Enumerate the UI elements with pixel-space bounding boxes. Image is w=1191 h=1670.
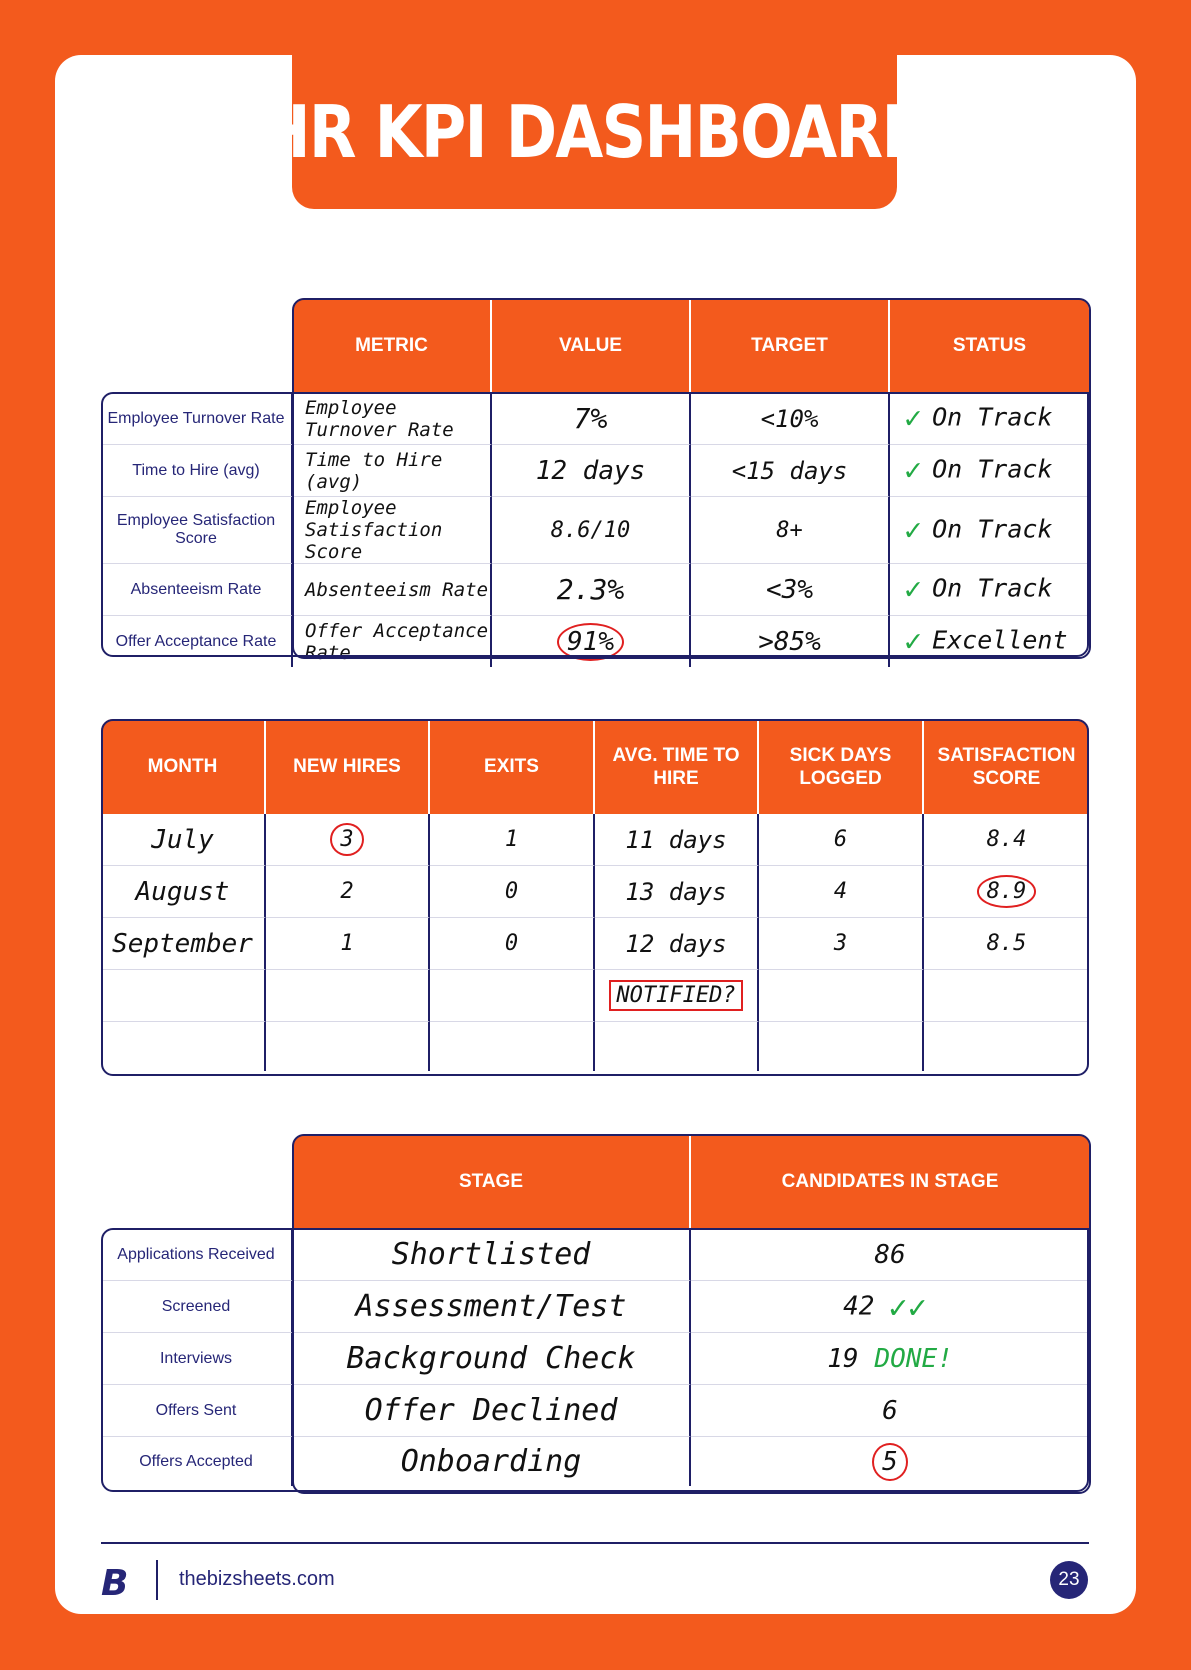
tth-cell: 13 days	[595, 866, 759, 918]
page-title: HR KPI DASHBOARD	[258, 90, 931, 174]
table-row	[101, 1437, 1089, 1486]
row-label: Employee Turnover Rate	[101, 393, 293, 445]
table-row	[101, 918, 1089, 970]
value-cell: 8.6/10	[492, 497, 691, 564]
row-label: Screened	[101, 1281, 293, 1333]
stage-cell: Background Check	[293, 1333, 691, 1385]
pipeline-table	[101, 1134, 1089, 1486]
value-cell: 12 days	[492, 445, 691, 497]
status-text: On Track	[932, 573, 1053, 603]
status-cell	[890, 616, 1089, 667]
note-cell	[595, 970, 759, 1022]
empty-cell	[430, 970, 595, 1022]
monthly-header-exits: EXITS	[430, 719, 595, 814]
kpi-header-value: VALUE	[492, 298, 691, 393]
pipeline-header-stage: STAGE	[293, 1134, 691, 1229]
row-label: Offers Accepted	[101, 1437, 293, 1486]
pipeline-empty-header	[101, 1134, 293, 1229]
footer-divider	[101, 1542, 1089, 1544]
empty-cell	[759, 1022, 924, 1071]
stage-cell: Assessment/Test	[293, 1281, 691, 1333]
bizsheets-logo[interactable]: B	[101, 1563, 129, 1604]
month-cell: September	[101, 918, 266, 970]
empty-cell	[924, 1022, 1089, 1071]
metric-cell: Employee Turnover Rate	[293, 393, 492, 445]
status-cell	[890, 445, 1089, 497]
sat-cell: 8.5	[924, 918, 1089, 970]
count-cell	[691, 1437, 1089, 1486]
status-text: On Track	[932, 514, 1053, 543]
metric-cell: Offer Acceptance Rate	[293, 616, 492, 667]
count-cell	[691, 1281, 1089, 1333]
kpi-header-target: TARGET	[691, 298, 890, 393]
circled-value: 3	[330, 823, 363, 856]
row-label: Applications Received	[101, 1229, 293, 1281]
empty-cell	[266, 970, 430, 1022]
check-icon: ✓	[904, 401, 923, 436]
target-cell: >85%	[691, 616, 890, 667]
empty-cell	[430, 1022, 595, 1071]
row-label: Offer Acceptance Rate	[101, 616, 293, 667]
value-cell: 7%	[492, 393, 691, 445]
monthly-header-hires: NEW HIRES	[266, 719, 430, 814]
sick-cell: 4	[759, 866, 924, 918]
row-label: Interviews	[101, 1333, 293, 1385]
count-value: 42	[843, 1291, 875, 1321]
row-label: Time to Hire (avg)	[101, 445, 293, 497]
empty-cell	[101, 970, 266, 1022]
empty-cell	[595, 1022, 759, 1071]
table-row	[101, 1385, 1089, 1437]
empty-cell	[759, 970, 924, 1022]
status-text: On Track	[932, 402, 1053, 432]
count-value: 19	[827, 1343, 859, 1374]
table-row	[101, 445, 1089, 497]
title-banner	[258, 55, 931, 209]
table-row	[101, 1333, 1089, 1385]
count-cell: 86	[691, 1229, 1089, 1281]
table-row	[101, 1281, 1089, 1333]
empty-cell	[101, 1022, 266, 1071]
table-row	[101, 616, 1089, 667]
footer-separator	[156, 1560, 158, 1600]
kpi-table	[101, 298, 1089, 667]
double-check-icon: ✓✓	[888, 1287, 927, 1326]
check-icon: ✓	[904, 512, 923, 548]
circled-value: 5	[872, 1443, 908, 1481]
target-cell: <15 days	[691, 445, 890, 497]
table-row	[101, 866, 1089, 918]
sat-cell: 8.4	[924, 814, 1089, 866]
table-row	[101, 970, 1089, 1022]
empty-cell	[924, 970, 1089, 1022]
month-cell: August	[101, 866, 266, 918]
hires-cell: 1	[266, 918, 430, 970]
target-cell: <3%	[691, 564, 890, 616]
boxed-note: NOTIFIED?	[609, 980, 742, 1011]
status-cell	[890, 497, 1089, 564]
status-text: Excellent	[932, 625, 1068, 655]
circled-value: 91%	[557, 623, 624, 661]
stage-cell: Onboarding	[293, 1437, 691, 1486]
target-cell: <10%	[691, 393, 890, 445]
metric-cell: Absenteeism Rate	[293, 564, 492, 616]
check-icon: ✓	[904, 572, 923, 607]
target-cell: 8+	[691, 497, 890, 564]
monthly-header-sat: SATISFACTION SCORE	[924, 719, 1089, 814]
monthly-header-tth: AVG. TIME TO HIRE	[595, 719, 759, 814]
table-row	[101, 497, 1089, 564]
table-row	[101, 814, 1089, 866]
kpi-empty-header	[101, 298, 293, 393]
table-row	[101, 393, 1089, 445]
hires-cell: 2	[266, 866, 430, 918]
exits-cell: 1	[430, 814, 595, 866]
check-icon: ✓	[904, 624, 923, 659]
count-cell	[691, 1333, 1089, 1385]
sat-cell	[924, 866, 1089, 918]
count-cell: 6	[691, 1385, 1089, 1437]
metric-cell: Time to Hire (avg)	[293, 445, 492, 497]
tth-cell: 11 days	[595, 814, 759, 866]
sick-cell: 3	[759, 918, 924, 970]
pipeline-header-count: CANDIDATES IN STAGE	[691, 1134, 1089, 1229]
row-label: Absenteeism Rate	[101, 564, 293, 616]
stage-cell: Shortlisted	[293, 1229, 691, 1281]
row-label: Employee Satisfaction Score	[101, 497, 293, 564]
stage-cell: Offer Declined	[293, 1385, 691, 1437]
monthly-header-sick: SICK DAYS LOGGED	[759, 719, 924, 814]
table-row	[101, 1022, 1089, 1071]
page-number: 23	[1050, 1561, 1088, 1599]
monthly-header-month: MONTH	[101, 719, 266, 814]
exits-cell: 0	[430, 918, 595, 970]
done-note: DONE!	[874, 1343, 953, 1374]
value-cell	[492, 616, 691, 667]
tth-cell: 12 days	[595, 918, 759, 970]
circled-value: 8.9	[977, 875, 1037, 908]
value-cell: 2.3%	[492, 564, 691, 616]
kpi-header-metric: METRIC	[293, 298, 492, 393]
month-cell: July	[101, 814, 266, 866]
row-label: Offers Sent	[101, 1385, 293, 1437]
status-text: On Track	[932, 454, 1053, 484]
table-row	[101, 1229, 1089, 1281]
empty-cell	[266, 1022, 430, 1071]
sick-cell: 6	[759, 814, 924, 866]
hires-cell	[266, 814, 430, 866]
exits-cell: 0	[430, 866, 595, 918]
table-row	[101, 564, 1089, 616]
check-icon: ✓	[904, 453, 923, 488]
status-cell	[890, 564, 1089, 616]
status-cell	[890, 393, 1089, 445]
kpi-header-status: STATUS	[890, 298, 1089, 393]
footer-site-link[interactable]: thebizsheets.com	[179, 1568, 335, 1590]
monthly-table	[101, 719, 1089, 1071]
metric-cell: Employee Satisfaction Score	[293, 497, 492, 564]
